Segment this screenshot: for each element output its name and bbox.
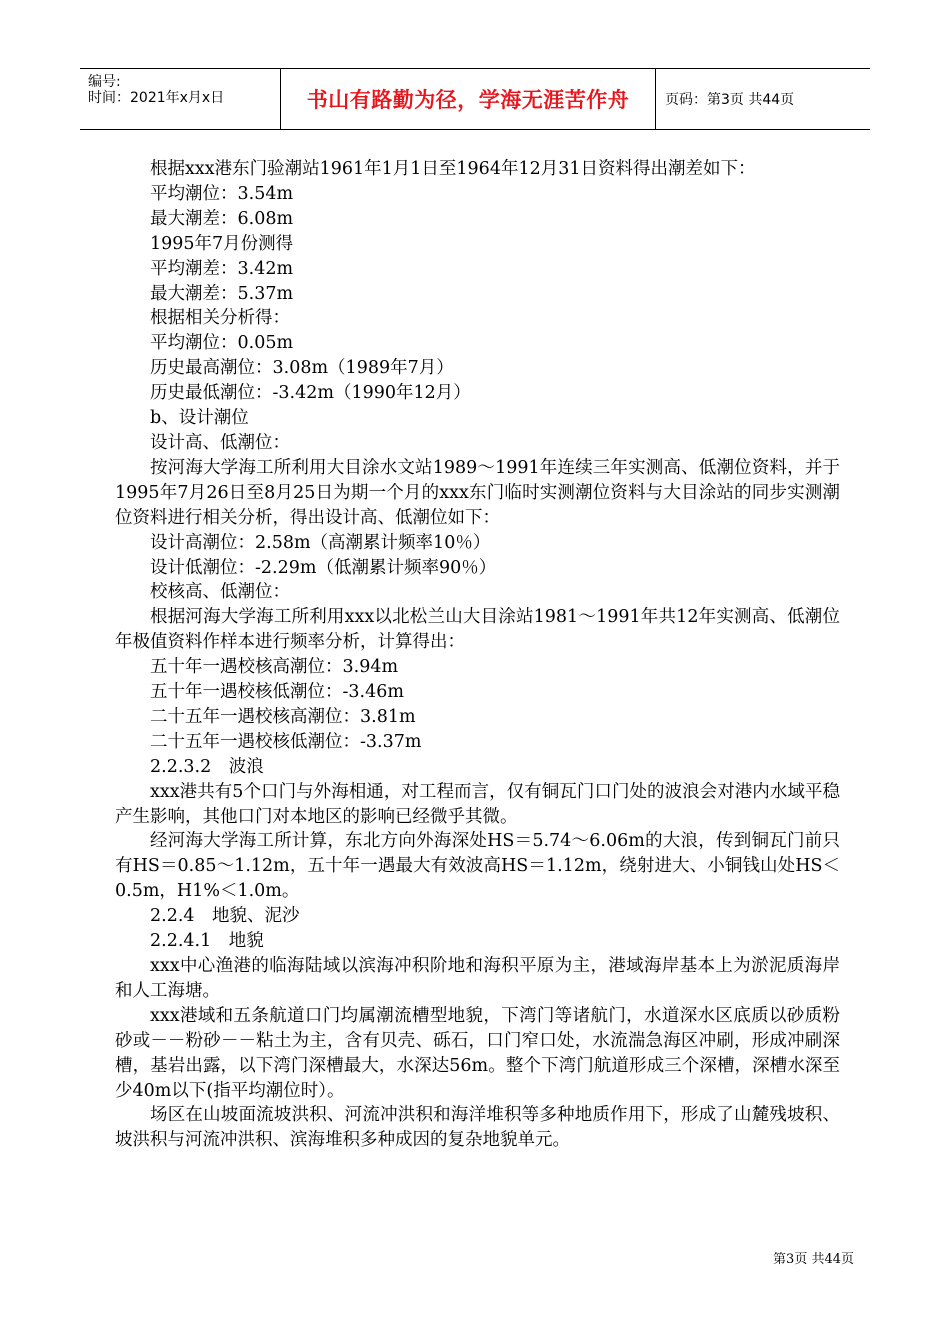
text-line: 历史最高潮位：3.08m（1989年7月）: [150, 358, 454, 379]
paragraph: 根据河海大学海工所利用xxx以北松兰山大目涂站1981～1991年共12年实测高、低潮位年极值资料作样本进行频率分析，计算得出：: [115, 607, 840, 653]
section-heading: 2.2.4 地貌、泥沙: [150, 906, 300, 927]
text-line: 根据相关分析得：: [150, 308, 290, 329]
text-line: 设计高潮位：2.58m（高潮累计频率10％）: [150, 532, 491, 553]
text-line: 校核高、低潮位：: [150, 582, 290, 603]
paragraph: 根据xxx港东门验潮站1961年1月1日至1964年12月31日资料得出潮差如下：: [150, 159, 756, 179]
paragraph: xxx港域和五条航道口门均属潮流槽型地貌，下湾门等诸航门，水道深水区底质以砂质粉砂或－－粉砂－－粘土为主，含有贝壳、砾石，口门窄口处，水流湍急海区冲刷，形成冲刷深槽，基岩出露，以下湾门深槽最大，水深达56m。整个下湾门航道形成三个深槽，深槽水深至少40m以下(指平均潮位时）。: [115, 1005, 840, 1101]
section-heading: 2.2.4.1 地貌: [150, 931, 264, 952]
document-body: [115, 157, 840, 1153]
paragraph: xxx港共有5个口门与外海相通，对工程而言，仅有铜瓦门口门处的波浪会对港内水域平稳产生影响，其他口门对本地区的影响已经微乎其微。: [115, 781, 840, 827]
paragraph: xxx中心渔港的临海陆域以滨海冲积阶地和海积平原为主，港域海岸基本上为淤泥质海岸和人工海塘。: [115, 956, 840, 1001]
header-page-number: 页码：第3页 共44页: [665, 92, 795, 108]
header-meta: [80, 69, 280, 129]
text-line: 平均潮位：3.54m: [150, 183, 294, 204]
paragraph: 场区在山坡面流坡洪积、河流冲洪积和海洋堆积等多种地质作用下，形成了山麓残坡积、坡洪积与河流冲洪积、滨海堆积多种成因的复杂地貌单元。: [115, 1105, 840, 1151]
text-line: 1995年7月份测得: [150, 233, 294, 254]
text-line: 设计高、低潮位：: [150, 432, 290, 453]
paragraph: 经河海大学海工所计算，东北方向外海深处HS＝5.74～6.06m的大浪，传到铜瓦门前只有HS＝0.85～1.12m，五十年一遇最大有效波高HS＝1.12m，绕射进大、小铜钱山处HS＜0.5m，H1%＜1.0m。: [115, 831, 840, 902]
text-line: 平均潮差：3.42m: [150, 258, 294, 279]
text-line: 历史最低潮位：-3.42m（1990年12月）: [150, 383, 471, 404]
document-date: 时间：2021年x月x日: [88, 90, 225, 106]
text-line: 五十年一遇校核高潮位：3.94m: [150, 657, 399, 678]
text-line: 二十五年一遇校核低潮位：-3.37m: [150, 731, 422, 752]
text-line: 最大潮差：5.37m: [150, 283, 294, 304]
text-line: 二十五年一遇校核高潮位：3.81m: [150, 706, 416, 727]
text-line: 最大潮差：6.08m: [150, 208, 294, 229]
text-line: 五十年一遇校核低潮位：-3.46m: [150, 682, 404, 703]
text-line: 设计低潮位：-2.29m（低潮累计频率90％）: [150, 557, 497, 578]
section-heading: 2.2.3.2 波浪: [150, 756, 264, 777]
document-number-label: 编号:: [88, 74, 121, 90]
paragraph: 按河海大学海工所利用大目涂水文站1989～1991年连续三年实测高、低潮位资料，并于1995年7月26日至8月25日为期一个月的xxx东门临时实测潮位资料与大目涂站的同步实测潮位资料进行相关分析，得出设计高、低潮位如下：: [115, 457, 840, 528]
text-line: 平均潮位：0.05m: [150, 333, 294, 354]
header-motto: 书山有路勤为径，学海无涯苦作舟: [306, 88, 630, 112]
page-footer: 第3页 共44页: [773, 1252, 854, 1267]
header-motto-cell: [280, 69, 656, 129]
page-header: [80, 68, 870, 130]
section-heading: b、设计潮位: [150, 408, 249, 429]
